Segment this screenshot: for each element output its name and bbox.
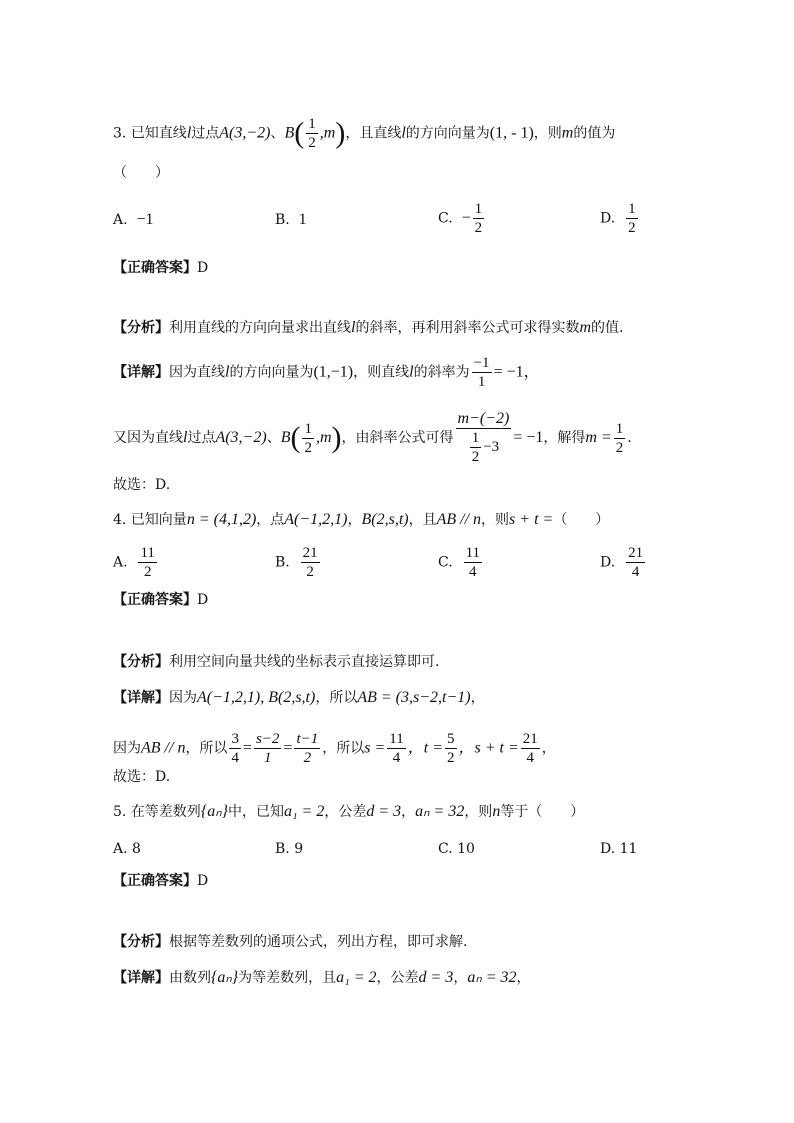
math-an: aₙ = 32	[415, 803, 465, 820]
option-sign: −	[461, 209, 471, 227]
stem-text: ，	[401, 804, 416, 820]
fraction	[472, 354, 492, 391]
q4-option-b	[275, 544, 322, 581]
separator: 、	[270, 125, 285, 142]
frac-num: 21	[522, 731, 538, 747]
math-l: l	[183, 429, 188, 446]
option-label: B.	[275, 554, 290, 571]
math-m-eq: m =	[585, 429, 612, 446]
math-m: m	[561, 124, 574, 142]
fraction	[229, 730, 241, 767]
detail-text: ，由斜率公式可得	[341, 430, 454, 446]
option-value: −1	[136, 211, 154, 228]
math-a1: a₁ = 2	[283, 803, 325, 820]
paren-close: )	[335, 116, 346, 150]
frac-num: 1	[474, 201, 483, 217]
math-l: l	[225, 363, 230, 381]
frac-num: s−2	[255, 731, 280, 747]
frac-den: 2	[304, 439, 312, 456]
fraction	[626, 200, 638, 237]
frac-num: 11	[465, 545, 481, 561]
math-s-eq: s =	[364, 739, 386, 757]
q3-answer	[113, 258, 208, 278]
answer-label: 【正确答案】	[113, 260, 197, 276]
option-label: D.	[600, 554, 616, 571]
fraction	[521, 730, 540, 767]
stem-text: ，公差	[324, 804, 367, 820]
frac-num: 1	[304, 420, 312, 437]
detail-text: ，	[516, 970, 531, 986]
frac-den-rest: −3	[483, 438, 500, 455]
q5-analysis	[113, 932, 467, 952]
analysis-label: 【分析】	[113, 654, 169, 670]
analysis-text: 的斜率，再利用斜率公式可求得实数	[355, 320, 580, 336]
analysis-text: 根据等差数列的通项公式，列出方程，即可求解.	[169, 934, 468, 950]
frac-num: 1	[471, 430, 480, 446]
fraction	[614, 420, 626, 457]
math-parallel: AB // n	[141, 739, 186, 757]
math-point-b-label: B	[280, 429, 291, 446]
paren-close: )	[331, 421, 342, 454]
frac-den: 4	[392, 750, 401, 766]
frac-den	[466, 429, 501, 466]
separator: ，	[347, 512, 362, 528]
stem-text: 中，已知	[227, 804, 284, 820]
q4-detail-1	[113, 688, 485, 708]
detail-text: 因为	[169, 690, 197, 706]
option-text: D. 11	[600, 841, 638, 857]
q3-conclusion	[113, 475, 170, 495]
answer-label: 【正确答案】	[113, 592, 197, 608]
q3-stem	[113, 115, 615, 152]
conclusion-text: 故选：D.	[113, 769, 171, 785]
stem-text: 的方向向量为	[405, 125, 490, 142]
analysis-label: 【分析】	[113, 320, 169, 336]
q3-analysis	[113, 318, 623, 338]
frac-den: 2	[628, 220, 636, 236]
answer-paren: （ ）	[113, 165, 169, 181]
q4-detail-2	[113, 730, 556, 767]
frac-den: 2	[471, 449, 480, 465]
q3-option-c	[438, 200, 486, 237]
math-sum: s + t =	[509, 511, 554, 528]
detail-text: 因为	[113, 740, 141, 757]
frac-den: 4	[469, 564, 477, 580]
detail-text: ，所以	[315, 690, 358, 706]
option-text: C. 10	[438, 841, 475, 857]
math-point-b-label: B	[284, 124, 295, 142]
analysis-text: 利用直线的方向向量求出直线	[169, 320, 351, 336]
option-label: D.	[600, 210, 616, 227]
fraction	[464, 544, 482, 581]
stem-text: 等于（ ）	[500, 804, 585, 820]
frac-den: 4	[631, 564, 640, 580]
frac-den: 2	[306, 564, 314, 580]
frac-num: 21	[628, 545, 644, 561]
frac-den: 4	[526, 750, 535, 766]
option-label: A.	[113, 554, 128, 571]
paren-open: (	[290, 421, 301, 454]
detail-text: 的斜率为	[413, 364, 470, 381]
frac-den: 2	[143, 564, 152, 580]
math-vector-ab: AB = (3,s−2,t−1)	[357, 689, 471, 706]
q4-option-d	[600, 544, 647, 581]
detail-text: 由数列	[169, 970, 211, 986]
q4-answer	[113, 590, 208, 610]
fraction	[302, 420, 314, 457]
answer-value: D	[197, 592, 209, 608]
detail-text: 又因为直线	[113, 430, 183, 446]
separator: 、	[266, 430, 281, 446]
math-parallel: AB // n	[436, 511, 482, 528]
math-point-b-y: ,m	[315, 429, 332, 446]
detail-text: ，所以	[322, 740, 365, 757]
question-number: 5.	[113, 804, 127, 820]
frac-num: m−(−2)	[457, 410, 510, 427]
stem-text: 过点	[191, 125, 220, 142]
frac-num: 11	[389, 731, 404, 747]
math-dir-vector: (1, - 1)	[489, 124, 534, 142]
math-st-eq: ，s + t =	[458, 739, 519, 757]
math-a1: a₁ = 2	[336, 969, 377, 986]
option-label: C.	[438, 554, 453, 571]
math-point-b: B(2,s,t)	[361, 511, 409, 528]
answer-label: 【正确答案】	[113, 873, 197, 889]
math-point-a: A(3,−2)	[219, 124, 271, 142]
detail-text: 的方向向量为	[229, 364, 314, 381]
math-m: m	[579, 319, 592, 336]
math-point-a: A(3,−2)	[215, 429, 267, 446]
stem-text: ，且直线	[345, 125, 402, 142]
frac-den: 1	[477, 374, 486, 390]
frac-num: 1	[308, 116, 316, 132]
frac-num: −1	[473, 355, 490, 371]
answer-paren: （ ）	[553, 512, 610, 528]
fraction	[387, 730, 405, 767]
math-vector: (1,−1)	[313, 363, 354, 381]
detail-text: ，则直线	[353, 364, 410, 381]
frac-den: 4	[231, 750, 239, 766]
question-number: 3.	[113, 125, 127, 142]
q3-option-d	[600, 200, 640, 237]
answer-value: D	[197, 260, 209, 276]
q5-stem	[113, 802, 584, 822]
frac-num: t−1	[296, 731, 319, 747]
math-point-a: A(−1,2,1)	[284, 511, 348, 528]
frac-num: 11	[140, 545, 155, 561]
math-l: l	[401, 124, 406, 142]
q5-detail-1	[113, 968, 531, 988]
fraction	[138, 544, 156, 581]
question-number: 4.	[113, 512, 127, 528]
fraction	[306, 115, 318, 152]
frac-den: 2	[303, 750, 312, 766]
stem-text: ，点	[256, 512, 285, 528]
math-sequence: {aₙ}	[211, 969, 239, 986]
math-points: A(−1,2,1), B(2,s,t)	[197, 689, 316, 706]
detail-text: 因为直线	[169, 364, 225, 381]
q5-option-c	[438, 839, 475, 859]
analysis-label: 【分析】	[113, 934, 169, 950]
frac-num: 3	[231, 731, 239, 747]
q5-option-b	[275, 839, 303, 859]
q4-option-a	[113, 544, 159, 581]
detail-text: ，	[541, 740, 556, 757]
frac-num: 1	[615, 420, 624, 437]
detail-text: 为等差数列，且	[238, 970, 337, 986]
frac-den: 2	[447, 750, 455, 766]
q3-option-a	[113, 210, 154, 230]
detail-text: 过点	[187, 430, 216, 446]
frac-num: 1	[628, 201, 636, 217]
fraction	[294, 730, 320, 767]
math-sequence: {aₙ}	[200, 803, 228, 820]
math-t-eq: ，t =	[407, 739, 443, 757]
fraction	[445, 730, 457, 767]
fraction	[473, 200, 485, 237]
detail-text: ，	[453, 970, 468, 986]
math-n: n	[492, 803, 501, 820]
math-eq: =	[283, 739, 293, 757]
math-l: l	[351, 319, 356, 336]
q4-analysis	[113, 652, 439, 672]
option-label: B.	[275, 212, 290, 228]
frac-num: 21	[302, 545, 318, 561]
option-label: C.	[438, 210, 453, 227]
detail-text: ，公差	[376, 970, 419, 986]
math-d: d = 3	[418, 969, 454, 986]
fraction	[626, 544, 645, 581]
q3-detail-2: 又因为直线l过点A(3,−2)、B( $\frac{1}{2}$ ,m)，由斜率公式可得 m−(−2) $\frac{1}{2}$ −3 = −1，解得m = $\frac{1}{2}$ .	[113, 410, 632, 465]
inner-fraction	[470, 429, 482, 466]
q3-paren	[113, 163, 169, 183]
analysis-text: 的值.	[591, 320, 624, 336]
q3-detail-1	[113, 354, 540, 391]
math-eq: =	[242, 739, 252, 757]
detail-label: 【详解】	[113, 364, 169, 381]
fraction	[301, 544, 320, 581]
compound-fraction	[456, 410, 512, 466]
detail-text: ，解得	[543, 430, 586, 446]
frac-den: 2	[474, 220, 483, 236]
detail-text: ，所以	[185, 740, 228, 757]
stem-text: ，则	[481, 512, 510, 528]
frac-den: 2	[308, 135, 316, 151]
option-text: B. 9	[275, 841, 304, 857]
math-vector-n: n = (4,1,2)	[186, 511, 257, 528]
fraction	[254, 730, 281, 767]
frac-den: 2	[615, 439, 624, 456]
detail-label: 【详解】	[113, 970, 169, 986]
conclusion-text: 故选：D.	[113, 477, 171, 493]
math-rhs: = −1，	[493, 363, 540, 381]
stem-text: 在等差数列	[130, 804, 201, 820]
option-text: A. 8	[113, 841, 141, 857]
math-rhs: = −1	[513, 429, 544, 446]
q5-answer	[113, 871, 208, 891]
paren-open: (	[294, 116, 305, 150]
stem-text: 已知直线	[130, 125, 187, 142]
detail-text: ，	[470, 690, 485, 706]
answer-value: D	[197, 873, 209, 889]
frac-num: 5	[447, 731, 455, 747]
math-l: l	[186, 124, 192, 142]
stem-text: 已知向量	[130, 512, 187, 528]
analysis-text: 利用空间向量共线的坐标表示直接运算即可.	[169, 654, 440, 670]
stem-text: ，且	[408, 512, 437, 528]
stem-text: 的值为	[573, 125, 616, 142]
option-value: 1	[298, 211, 307, 228]
math-l: l	[409, 363, 414, 381]
frac-den: 1	[263, 750, 272, 766]
q4-conclusion	[113, 767, 170, 787]
math-d: d = 3	[366, 803, 402, 820]
stem-text: ，则	[533, 125, 562, 142]
q4-stem	[113, 510, 609, 530]
q5-option-a	[113, 839, 141, 859]
stem-text: ，则	[464, 804, 493, 820]
detail-label: 【详解】	[113, 690, 169, 706]
q3-option-b	[275, 210, 307, 230]
q5-option-d	[600, 839, 637, 859]
option-label: A.	[113, 212, 128, 228]
math-point-b-y: ,m	[319, 124, 336, 142]
q4-option-c	[438, 544, 484, 581]
math-an: aₙ = 32	[467, 969, 517, 986]
